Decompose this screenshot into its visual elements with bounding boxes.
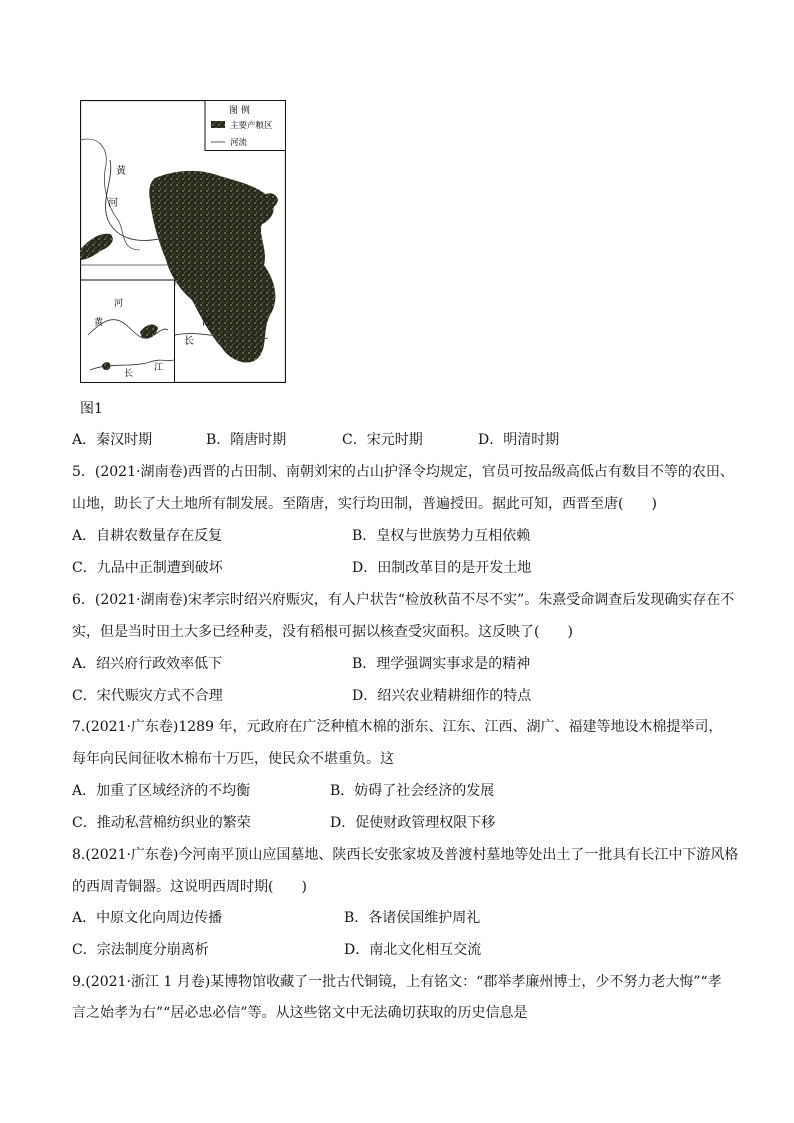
map-label: 江: [154, 363, 164, 373]
q7-option-c[interactable]: C．推动私营棉纺织业的繁荣: [72, 815, 251, 831]
q6-option-c[interactable]: C．宋代赈灾方式不合理: [72, 688, 223, 704]
q7-option-b[interactable]: B．妨碍了社会经济的发展: [330, 783, 495, 799]
q5-stem-line-1: 5．(2021·湖南卷)西晋的占田制、南朝刘宋的占山护泽令均规定，官员可按品级高低占有数目不等的农田、: [72, 464, 734, 480]
q9-stem-line-2: 言之始孝为右”“居必忠必信”等。从这些铭文中无法确切获取的历史信息是: [72, 1005, 528, 1021]
q4-option-d[interactable]: D．明清时期: [478, 432, 560, 448]
q7-stem-line-2: 每年向民间征收木棉布十万匹，使民众不堪重负。这: [72, 751, 394, 767]
q4-option-c[interactable]: C．宋元时期: [342, 432, 423, 448]
q8-option-b[interactable]: B．各诸侯国维护周礼: [344, 910, 481, 926]
q5-stem-line-2: 山地，助长了大土地所有制发展。至隋唐，实行均田制，普遍授田。据此可知，西晋至唐( ): [72, 496, 657, 512]
q6-stem-line-1: 6．(2021·湖南卷)宋孝宗时绍兴府赈灾，有人户状告“检放秋苗不尽不实”。朱熹受命调查后发现确实存在不: [72, 592, 735, 608]
q8-stem-line-2: 的西周青铜器。这说明西周时期( ): [72, 879, 307, 895]
q7-option-a[interactable]: A．加重了区域经济的不均衡: [72, 783, 251, 799]
legend-title: 图 例: [229, 106, 250, 116]
legend-item-river: 河流: [230, 138, 248, 148]
q5-option-a[interactable]: A．自耕农数量存在反复: [72, 528, 223, 544]
map-label: 河: [114, 299, 124, 309]
q8-option-a[interactable]: A．中原文化向周边传播: [72, 910, 223, 926]
q8-option-c[interactable]: C．宗法制度分崩离析: [72, 942, 209, 958]
map-label: 河: [108, 198, 118, 209]
q7-option-d[interactable]: D．促使财政管理权限下移: [330, 815, 496, 831]
q8-stem-line-1: 8.(2021·广东卷)今河南平顶山应国墓地、陕西长安张家坡及普渡村墓地等处出土了一批具有长江中下游风格: [72, 847, 739, 863]
q5-option-d[interactable]: D．田制改革目的是开发土地: [352, 560, 532, 576]
map-label: 黄: [94, 318, 104, 328]
q7-stem-line-1: 7.(2021·广东卷)1289 年，元政府在广泛种植木棉的浙东、江东、江西、湖广、福建等地设木棉提举司，: [72, 719, 723, 735]
q8-option-d[interactable]: D．南北文化相互交流: [344, 942, 482, 958]
map-label: 江: [202, 317, 212, 328]
q5-option-b[interactable]: B．皇权与世族势力互相依赖: [352, 528, 531, 544]
q6-option-d[interactable]: D．绍兴农业精耕细作的特点: [352, 688, 532, 704]
q6-option-b[interactable]: B．理学强调实事求是的精神: [352, 656, 531, 672]
grain-region-map: [80, 100, 286, 383]
q6-stem-line-2: 实，但是当时田土大多已经种麦，没有稻根可据以核查受灾面积。这反映了( ): [72, 624, 573, 640]
figure-caption: 图1: [80, 401, 103, 417]
q4-option-b[interactable]: B．隋唐时期: [206, 432, 287, 448]
q6-option-a[interactable]: A．绍兴府行政效率低下: [72, 656, 223, 672]
map-label: 黄: [116, 166, 126, 177]
map-label: 长: [184, 336, 194, 347]
legend-item-grain: 主要产粮区: [230, 121, 273, 131]
q4-option-a[interactable]: A．秦汉时期: [72, 432, 153, 448]
legend-swatch: [211, 121, 225, 128]
q9-stem-line-1: 9.(2021·浙江 1 月卷)某博物馆收藏了一批古代铜镜，上有铭文：“郡举孝廉州博士，少不努力老大悔”“孝: [72, 974, 722, 990]
map-label: 长: [124, 369, 134, 379]
q5-option-c[interactable]: C．九品中正制遭到破坏: [72, 560, 223, 576]
